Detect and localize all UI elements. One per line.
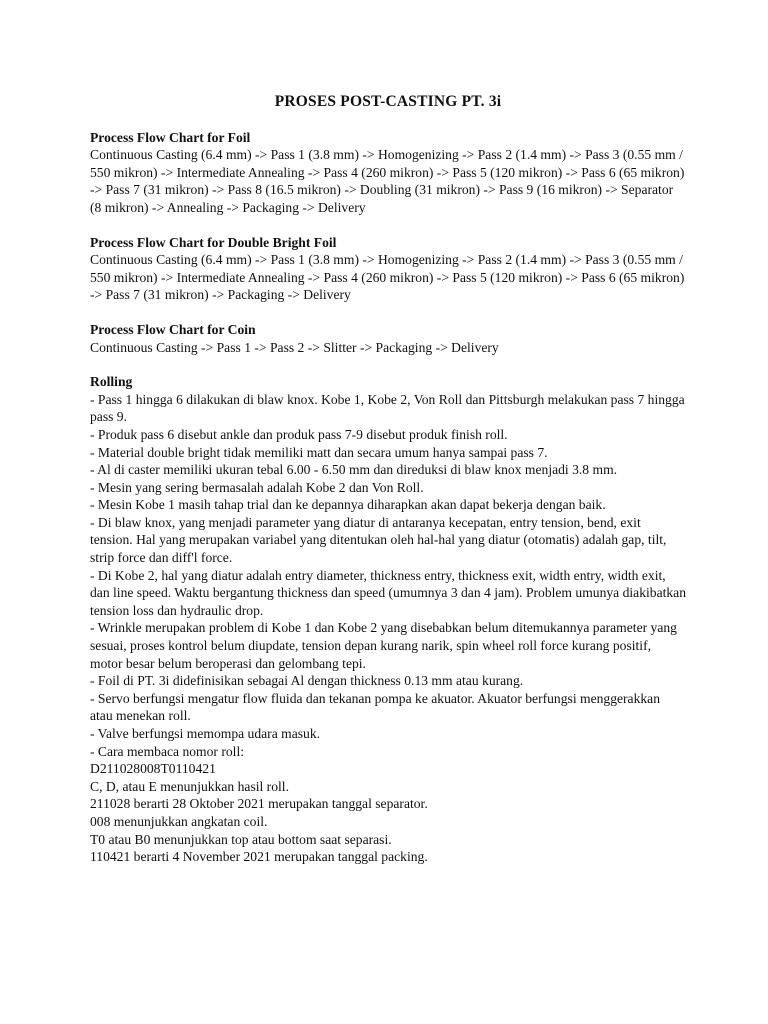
document-page bbox=[90, 93, 686, 883]
rolling-line: - Mesin Kobe 1 masih tahap trial dan ke depannya diharapkan akan dapat bekerja dengan baik. bbox=[90, 497, 606, 513]
rolling-line: - Pass 1 hingga 6 dilakukan di blaw knox. Kobe 1, Kobe 2, Von Roll dan Pittsburgh melakukan pass 7 hingga pass 9. bbox=[90, 391, 685, 425]
rolling-line: 008 menunjukkan angkatan coil. bbox=[90, 813, 268, 829]
rolling-line: - Material double bright tidak memiliki matt dan secara umum hanya sampai pass 7. bbox=[90, 444, 548, 460]
section-double-bright-foil bbox=[90, 234, 686, 304]
rolling-line: 110421 berarti 4 November 2021 merupakan tanggal packing. bbox=[90, 849, 428, 865]
section-body-double-bright-foil: Continuous Casting (6.4 mm) -> Pass 1 (3.8 mm) -> Homogenizing -> Pass 2 (1.4 mm) -> Pass 3 (0.55 mm / 550 mikron) -> Intermediate Annealing -> Pass 4 (260 mikron) -> Pass 5 (120 mikron) -> Pass 6 (65 mikron) -> Pass 7 (31 mikron) -> Packaging -> Delivery bbox=[90, 252, 685, 303]
roll-number-example: D211028008T0110421 bbox=[90, 761, 216, 777]
rolling-line: - Foil di PT. 3i didefinisikan sebagai Al dengan thickness 0.13 mm atau kurang. bbox=[90, 673, 524, 689]
rolling-line: C, D, atau E menunjukkan hasil roll. bbox=[90, 778, 289, 794]
rolling-line: - Al di caster memiliki ukuran tebal 6.00 - 6.50 mm dan direduksi di blaw knox menjadi 3.8 mm. bbox=[90, 462, 618, 478]
rolling-line: T0 atau B0 menunjukkan top atau bottom saat separasi. bbox=[90, 831, 392, 847]
section-rolling bbox=[90, 373, 686, 866]
rolling-line: 211028 berarti 28 Oktober 2021 merupakan tanggal separator. bbox=[90, 796, 428, 812]
section-heading-double-bright-foil: Process Flow Chart for Double Bright Foil bbox=[90, 234, 337, 250]
document-title: PROSES POST-CASTING PT. 3i bbox=[274, 93, 502, 110]
rolling-line: - Produk pass 6 disebut ankle dan produk pass 7-9 disebut produk finish roll. bbox=[90, 426, 508, 442]
section-heading-foil: Process Flow Chart for Foil bbox=[90, 129, 251, 145]
rolling-line: - Servo berfungsi mengatur flow fluida dan tekanan pompa ke akuator. Akuator berfungsi menggerakkan atau menekan roll. bbox=[90, 690, 661, 724]
rolling-line: - Wrinkle merupakan problem di Kobe 1 dan Kobe 2 yang disebabkan belum ditemukannya parameter yang sesuai, proses kontrol belum diupdate, tension depan kurang narik, spin wheel roll force kurang positif, motor besar belum beroperasi dan gelombang tepi. bbox=[90, 620, 677, 671]
section-heading-coin: Process Flow Chart for Coin bbox=[90, 321, 256, 337]
rolling-line: - Di Kobe 2, hal yang diatur adalah entry diameter, thickness entry, thickness exit, width entry, width exit, dan line speed. Waktu bergantung thickness dan speed (umumnya 3 dan 4 jam). Problem umunya diakibatkan tension loss dan hydraulic drop. bbox=[90, 567, 687, 618]
rolling-line: - Cara membaca nomor roll: bbox=[90, 743, 245, 759]
section-coin bbox=[90, 321, 686, 356]
section-body-coin: Continuous Casting -> Pass 1 -> Pass 2 -> Slitter -> Packaging -> Delivery bbox=[90, 339, 499, 355]
section-heading-rolling: Rolling bbox=[90, 374, 133, 390]
section-body-foil: Continuous Casting (6.4 mm) -> Pass 1 (3.8 mm) -> Homogenizing -> Pass 2 (1.4 mm) -> Pass 3 (0.55 mm / 550 mikron) -> Intermediate Annealing -> Pass 4 (260 mikron) -> Pass 5 (120 mikron) -> Pass 6 (65 mikron) -> Pass 7 (31 mikron) -> Pass 8 (16.5 mikron) -> Doubling (31 mikron) -> Pass 9 (16 mikron) -> Separator (8 mikron) -> Annealing -> Packaging -> Delivery bbox=[90, 147, 685, 215]
rolling-line: - Valve berfungsi memompa udara masuk. bbox=[90, 726, 321, 741]
rolling-line: - Mesin yang sering bermasalah adalah Kobe 2 dan Von Roll. bbox=[90, 479, 424, 495]
section-foil bbox=[90, 129, 686, 217]
rolling-line: - Di blaw knox, yang menjadi parameter yang diatur di antaranya kecepatan, entry tension, bend, exit tension. Hal yang merupakan variabel yang ditentukan oleh hal-hal yang diatur (otomatis) adalah gap, tilt, strip force dan diff'l force. bbox=[90, 514, 667, 566]
